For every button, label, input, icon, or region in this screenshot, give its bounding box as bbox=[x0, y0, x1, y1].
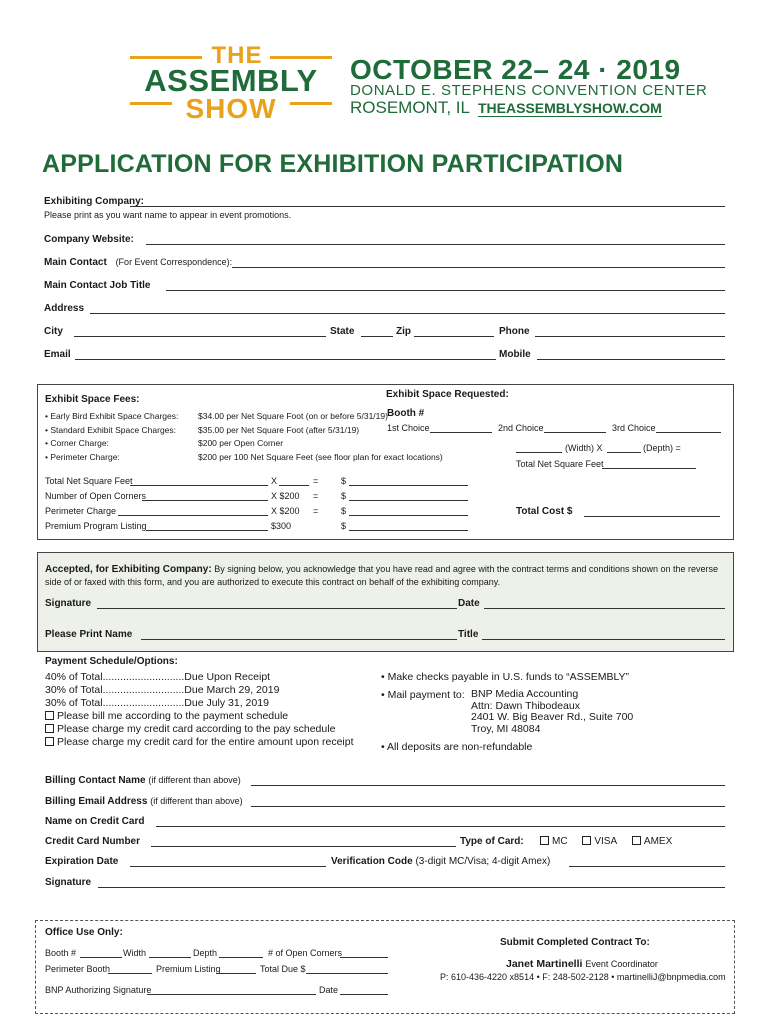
event-dates: OCTOBER 22– 24 · 2019 bbox=[350, 54, 681, 85]
contact-info[interactable]: P: 610-436-4220 x8514 • F: 248-502-2128 • martinelliJ@bnpmedia.com bbox=[440, 972, 726, 982]
mail-line: 2401 W. Big Beaver Rd., Suite 700 bbox=[471, 711, 634, 723]
calc-cur: $ bbox=[341, 521, 347, 531]
third-choice-field[interactable] bbox=[656, 432, 721, 433]
contact-name: Janet Martinelli bbox=[506, 958, 583, 970]
calc-mult: X bbox=[271, 476, 278, 486]
card-visa: VISA bbox=[594, 836, 618, 847]
page-title: APPLICATION FOR EXHIBITION PARTICIPATION bbox=[42, 150, 624, 178]
depth-field[interactable] bbox=[607, 452, 641, 453]
office-total-field[interactable] bbox=[306, 973, 388, 974]
billing-contact-note: (if different than above) bbox=[148, 775, 241, 785]
depth-label: (Depth) = bbox=[643, 443, 681, 453]
calc-eq: = bbox=[313, 491, 319, 501]
event-city: ROSEMONT, IL bbox=[350, 98, 470, 117]
mail-label: • Mail payment to: bbox=[381, 689, 465, 701]
office-heading: Office Use Only: bbox=[45, 927, 123, 938]
office-depth-field[interactable] bbox=[219, 957, 263, 958]
total-nsf-field[interactable] bbox=[602, 468, 696, 469]
office-date-field[interactable] bbox=[340, 994, 388, 995]
fees-labels bbox=[45, 410, 178, 464]
billing-email-note: (if different than above) bbox=[150, 796, 243, 806]
calc-label: Premium Program Listing bbox=[45, 521, 147, 531]
city-label: City bbox=[44, 326, 63, 337]
mail-line: Attn: Dawn Thibodeaux bbox=[471, 699, 580, 712]
calc-amount-field[interactable] bbox=[349, 485, 468, 486]
exhibiting-company-label: Exhibiting Company: bbox=[44, 196, 144, 207]
calc-mult: X $200 bbox=[271, 491, 300, 501]
fee-value: $200 per 100 Net Square Feet (see floor plan for exact locations) bbox=[198, 451, 443, 462]
signature-label: Signature bbox=[45, 598, 92, 609]
company-website-field[interactable] bbox=[146, 244, 725, 245]
payment-option-label: Please bill me according to the payment schedule bbox=[57, 710, 289, 722]
state-label: State bbox=[330, 326, 355, 337]
payment-option[interactable] bbox=[45, 736, 354, 749]
office-corners-label: # of Open Corners bbox=[268, 948, 343, 958]
main-contact-note: (For Event Correspondence): bbox=[115, 257, 233, 267]
main-contact-label: Main Contact bbox=[44, 257, 107, 268]
office-total-label: Total Due $ bbox=[260, 964, 306, 974]
name-on-card-label: Name on Credit Card bbox=[45, 816, 145, 827]
total-cost-field[interactable] bbox=[584, 516, 720, 517]
verification-note: (3-digit MC/Visa; 4-digit Amex) bbox=[415, 856, 551, 867]
schedule-item: 40% of Total............................Due Upon Receipt bbox=[45, 671, 271, 683]
calc-label: Perimeter Charge bbox=[45, 506, 117, 516]
width-field[interactable] bbox=[516, 452, 562, 453]
calc-field[interactable] bbox=[130, 485, 268, 486]
checkbox-icon[interactable] bbox=[582, 836, 591, 845]
calc-amount-field[interactable] bbox=[349, 500, 468, 501]
card-number-field[interactable] bbox=[151, 846, 456, 847]
acceptance-text bbox=[45, 563, 725, 588]
mobile-field[interactable] bbox=[537, 359, 725, 360]
fee-value: $35.00 per Net Square Foot (after 5/31/19) bbox=[198, 424, 360, 435]
zip-field[interactable] bbox=[414, 336, 494, 337]
job-title-field[interactable] bbox=[166, 290, 725, 291]
exhibiting-company-field[interactable] bbox=[130, 206, 725, 207]
calc-mult: $300 bbox=[271, 521, 292, 531]
city-field[interactable] bbox=[74, 336, 326, 337]
payment-option-label: Please charge my credit card according to the pay schedule bbox=[57, 723, 336, 735]
calc-amount-field[interactable] bbox=[349, 530, 468, 531]
requested-heading: Exhibit Space Requested: bbox=[386, 389, 509, 400]
calc-eq: = bbox=[313, 506, 319, 516]
phone-field[interactable] bbox=[535, 336, 725, 337]
billing-contact-label: Billing Contact Name bbox=[45, 775, 146, 786]
signature-field[interactable] bbox=[97, 608, 457, 609]
checkbox-icon[interactable] bbox=[45, 724, 54, 733]
calc-cur: $ bbox=[341, 476, 347, 486]
fee-value: $200 per Open Corner bbox=[198, 438, 284, 448]
title-field[interactable] bbox=[482, 639, 725, 640]
schedule-item: 30% of Total............................Due March 29, 2019 bbox=[45, 684, 280, 696]
zip-label: Zip bbox=[396, 326, 411, 337]
verification-label: Verification Code bbox=[331, 856, 413, 867]
acceptance-body: By signing below, you acknowledge that you have read and agree with the contract terms and conditions shown on the reverse side of or faxed with this form, and you are authorized to execute this contract on behalf of the exhibiting company. bbox=[45, 564, 719, 587]
print-note: Please print as you want name to appear in event promotions. bbox=[44, 210, 292, 220]
second-choice-label: 2nd Choice bbox=[498, 423, 544, 433]
office-date-label: Date bbox=[319, 985, 339, 995]
card-type-options bbox=[540, 836, 672, 847]
address-label: Address bbox=[44, 303, 85, 314]
payment-heading: Payment Schedule/Options: bbox=[45, 656, 178, 667]
billing-email-label: Billing Email Address bbox=[45, 796, 148, 807]
billing-email-row bbox=[45, 796, 243, 807]
billing-signature-field[interactable] bbox=[98, 887, 725, 888]
office-perimeter-field[interactable] bbox=[108, 973, 152, 974]
office-booth-label: Booth # bbox=[45, 948, 77, 958]
calc-amount-field[interactable] bbox=[349, 515, 468, 516]
mail-line: Troy, MI 48084 bbox=[471, 722, 541, 735]
third-choice-label: 3rd Choice bbox=[612, 423, 656, 433]
expiration-label: Expiration Date bbox=[45, 856, 119, 867]
checkbox-icon[interactable] bbox=[45, 737, 54, 746]
calc-field[interactable] bbox=[118, 515, 268, 516]
calc-field[interactable] bbox=[142, 500, 268, 501]
date-field[interactable] bbox=[484, 608, 725, 609]
billing-email-field[interactable] bbox=[251, 806, 725, 807]
main-contact-field[interactable] bbox=[232, 267, 725, 268]
logo-stripe bbox=[130, 56, 202, 59]
fee-label: • Early Bird Exhibit Space Charges: bbox=[45, 411, 179, 421]
type-of-card-label: Type of Card: bbox=[460, 836, 524, 847]
mobile-label: Mobile bbox=[499, 349, 531, 360]
fee-label: • Perimeter Charge: bbox=[45, 451, 120, 462]
submit-heading: Submit Completed Contract To: bbox=[500, 937, 650, 948]
mail-line: BNP Media Accounting bbox=[471, 688, 579, 700]
mail-address bbox=[471, 689, 633, 735]
bnp-signature-field[interactable] bbox=[147, 994, 316, 995]
calc-label: Total Net Square Feet bbox=[45, 476, 133, 486]
schedule-item: 30% of Total............................Due July 31, 2019 bbox=[45, 697, 269, 709]
calc-row bbox=[45, 521, 147, 531]
event-venue: DONALD E. STEPHENS CONVENTION CENTER bbox=[350, 82, 708, 99]
logo-stripe bbox=[290, 102, 332, 105]
job-title-label: Main Contact Job Title bbox=[44, 280, 151, 291]
calc-mult-field[interactable] bbox=[279, 485, 309, 486]
phone-label: Phone bbox=[499, 326, 530, 337]
checkbox-icon[interactable] bbox=[540, 836, 549, 845]
deposits-note: • All deposits are non-refundable bbox=[381, 741, 533, 753]
fee-label: • Standard Exhibit Space Charges: bbox=[45, 424, 177, 435]
payment-option[interactable] bbox=[45, 723, 354, 736]
date-label: Date bbox=[458, 598, 480, 609]
payment-option-label: Please charge my credit card for the entire amount upon receipt bbox=[57, 736, 354, 748]
office-width-field[interactable] bbox=[149, 957, 191, 958]
calc-mult: X $200 bbox=[271, 506, 300, 516]
first-choice-field[interactable] bbox=[430, 432, 492, 433]
acceptance-heading: Accepted, for Exhibiting Company: bbox=[45, 564, 212, 575]
company-website-label: Company Website: bbox=[44, 234, 134, 245]
payment-schedule bbox=[45, 671, 354, 749]
office-row-1 bbox=[45, 948, 76, 958]
state-field[interactable] bbox=[361, 336, 393, 337]
checkbox-icon[interactable] bbox=[632, 836, 641, 845]
address-field[interactable] bbox=[90, 313, 725, 314]
print-name-label: Please Print Name bbox=[45, 629, 133, 640]
office-corners-field[interactable] bbox=[340, 957, 388, 958]
card-number-label: Credit Card Number bbox=[45, 836, 141, 847]
calc-cur: $ bbox=[341, 491, 347, 501]
total-nsf-label: Total Net Square Feet bbox=[516, 459, 604, 469]
logo-stripe bbox=[130, 102, 172, 105]
billing-contact-row bbox=[45, 775, 241, 786]
event-website[interactable]: THEASSEMBLYSHOW.COM bbox=[478, 100, 662, 116]
calc-label: Number of Open Corners bbox=[45, 491, 147, 501]
calc-field[interactable] bbox=[146, 530, 268, 531]
billing-contact-field[interactable] bbox=[251, 785, 725, 786]
billing-signature-label: Signature bbox=[45, 877, 92, 888]
total-cost-label: Total Cost $ bbox=[516, 506, 573, 517]
logo-the: THE bbox=[211, 42, 263, 69]
main-contact-row bbox=[44, 257, 232, 268]
verification-row bbox=[331, 856, 550, 867]
width-label: (Width) X bbox=[565, 443, 603, 453]
first-choice-label: 1st Choice bbox=[387, 423, 430, 433]
calc-cur: $ bbox=[341, 506, 347, 516]
office-booth-field[interactable] bbox=[80, 957, 122, 958]
email-label: Email bbox=[44, 349, 71, 360]
office-perimeter-label: Perimeter Booth bbox=[45, 964, 111, 974]
name-on-card-field[interactable] bbox=[156, 826, 725, 827]
office-width-label: Width bbox=[123, 948, 147, 958]
logo-assembly: ASSEMBLY bbox=[144, 63, 318, 98]
office-premium-field[interactable] bbox=[216, 973, 256, 974]
fees-heading: Exhibit Space Fees: bbox=[45, 394, 140, 405]
contact-row bbox=[506, 958, 658, 970]
calc-row bbox=[45, 506, 116, 516]
email-field[interactable] bbox=[75, 359, 496, 360]
office-depth-label: Depth bbox=[193, 948, 218, 958]
calc-eq: = bbox=[313, 476, 319, 486]
verification-field[interactable] bbox=[569, 866, 725, 867]
booth-label: Booth # bbox=[387, 408, 425, 419]
expiration-field[interactable] bbox=[130, 866, 326, 867]
bnp-signature-label: BNP Authorizing Signature bbox=[45, 985, 152, 995]
second-choice-field[interactable] bbox=[544, 432, 606, 433]
calc-row bbox=[45, 476, 133, 486]
checks-note: • Make checks payable in U.S. funds to “ASSEMBLY” bbox=[381, 671, 630, 683]
card-amex: AMEX bbox=[643, 836, 673, 847]
office-premium-label: Premium Listing bbox=[156, 964, 221, 974]
fee-value: $34.00 per Net Square Foot (on or before 5/31/19) bbox=[198, 411, 388, 421]
checkbox-icon[interactable] bbox=[45, 711, 54, 720]
logo-stripe bbox=[270, 56, 332, 59]
logo-show: SHOW bbox=[185, 93, 277, 124]
calc-row bbox=[45, 491, 146, 501]
contact-title: Event Coordinator bbox=[585, 959, 658, 969]
card-mc: MC bbox=[552, 836, 568, 847]
print-name-field[interactable] bbox=[141, 639, 457, 640]
payment-option[interactable] bbox=[45, 710, 354, 723]
title-label: Title bbox=[458, 629, 479, 640]
fee-label: • Corner Charge: bbox=[45, 438, 109, 448]
